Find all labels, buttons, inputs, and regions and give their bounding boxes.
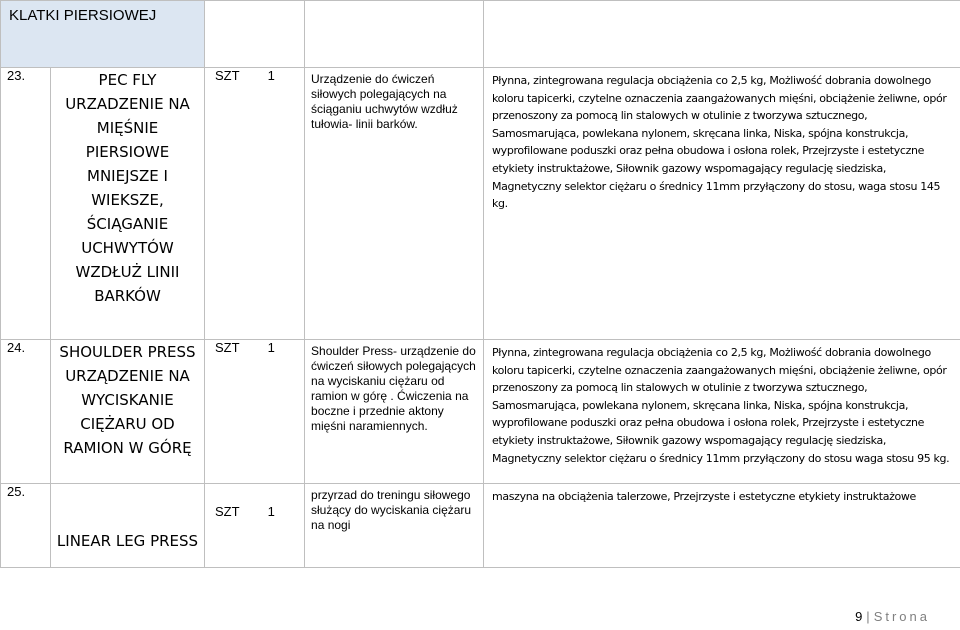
equipment-name: PEC FLY URZADZENIE NA MIĘŚNIE PIERSIOWE MNIEJSZE I WIEKSZE, ŚCIĄGANIE UCHWYTÓW WZDŁUŻ LINII BARKÓW [51, 68, 205, 340]
page-footer [855, 609, 930, 624]
specification: maszyna na obciążenia talerzowe, Przejrzyste i estetyczne etykiety instruktażowe [484, 484, 960, 568]
page-label: Strona [873, 609, 930, 624]
section-title: KLATKI PIERSIOWEJ [1, 1, 205, 68]
row-number: 24. [1, 340, 51, 484]
quantity: 1 [267, 504, 275, 519]
row-number: 25. [1, 484, 51, 568]
equipment-name: SHOULDER PRESS URZĄDZENIE NA WYCISKANIE CIĘŻARU OD RAMION W GÓRĘ [51, 340, 205, 484]
table-row [1, 68, 960, 340]
equipment-name: LINEAR LEG PRESS [51, 484, 205, 568]
unit: SZT [215, 340, 240, 355]
row-number: 23. [1, 68, 51, 340]
unit-cell [205, 340, 305, 484]
page-number: 9 [855, 609, 863, 624]
quantity: 1 [267, 340, 275, 355]
unit-cell [205, 484, 305, 568]
specification: Płynna, zintegrowana regulacja obciążenia co 2,5 kg, Możliwość dobrania dowolnego koloru tapicerki, czytelne oznaczenia zaangażowanych mięśni, obciążenie żeliwne, opór przenoszony za pomocą lin stalowych w otulinie z tworzywa sztucznego, Samosmarująca, powlekana nylonem, skręcana linka, Niska, spójna konstrukcja, wyprofilowane poduszki oraz pełna obudowa i osłona rolek, Przejrzyste i estetyczne etykiety instruktażowe, Siłownik gazowy wspomagający regulację siedziska, Magnetyczny selektor ciężaru o średnicy 11mm przyłączony do stosu waga stosu 95 kg. [484, 340, 960, 484]
quantity: 1 [267, 68, 275, 83]
footer-separator: | [866, 609, 870, 624]
specification: Płynna, zintegrowana regulacja obciążenia co 2,5 kg, Możliwość dobrania dowolnego koloru tapicerki, czytelne oznaczenia zaangażowanych mięśni, obciążenie żeliwne, opór przenoszony za pomocą lin stalowych w otulinie z tworzywa sztucznego, Samosmarująca, powlekana nylonem, skręcana linka, Niska, spójna konstrukcja, wyprofilowane poduszki oraz pełna obudowa i osłona rolek, Przejrzyste i estetyczne etykiety instruktażowe, Siłownik gazowy wspomagający regulację siedziska, Magnetyczny selektor ciężaru o średnicy 11mm przyłączony do stosu, waga stosu 145 kg. [484, 68, 960, 340]
description: Shoulder Press- urządzenie do ćwiczeń siłowych polegających na wyciskaniu ciężaru od ramion w górę . Ćwiczenia na boczne i przednie aktony mięśni naramiennych. [305, 340, 484, 484]
description: przyrzad do treningu siłowego służący do wyciskania ciężaru na nogi [305, 484, 484, 568]
unit: SZT [215, 504, 240, 519]
section-header-row [1, 1, 960, 68]
unit: SZT [215, 68, 240, 83]
description: Urządzenie do ćwiczeń siłowych polegających na ściąganiu uchwytów wzdłuż tułowia- linii barków. [305, 68, 484, 340]
unit-cell [205, 68, 305, 340]
table-row [1, 484, 960, 568]
table-row [1, 340, 960, 484]
